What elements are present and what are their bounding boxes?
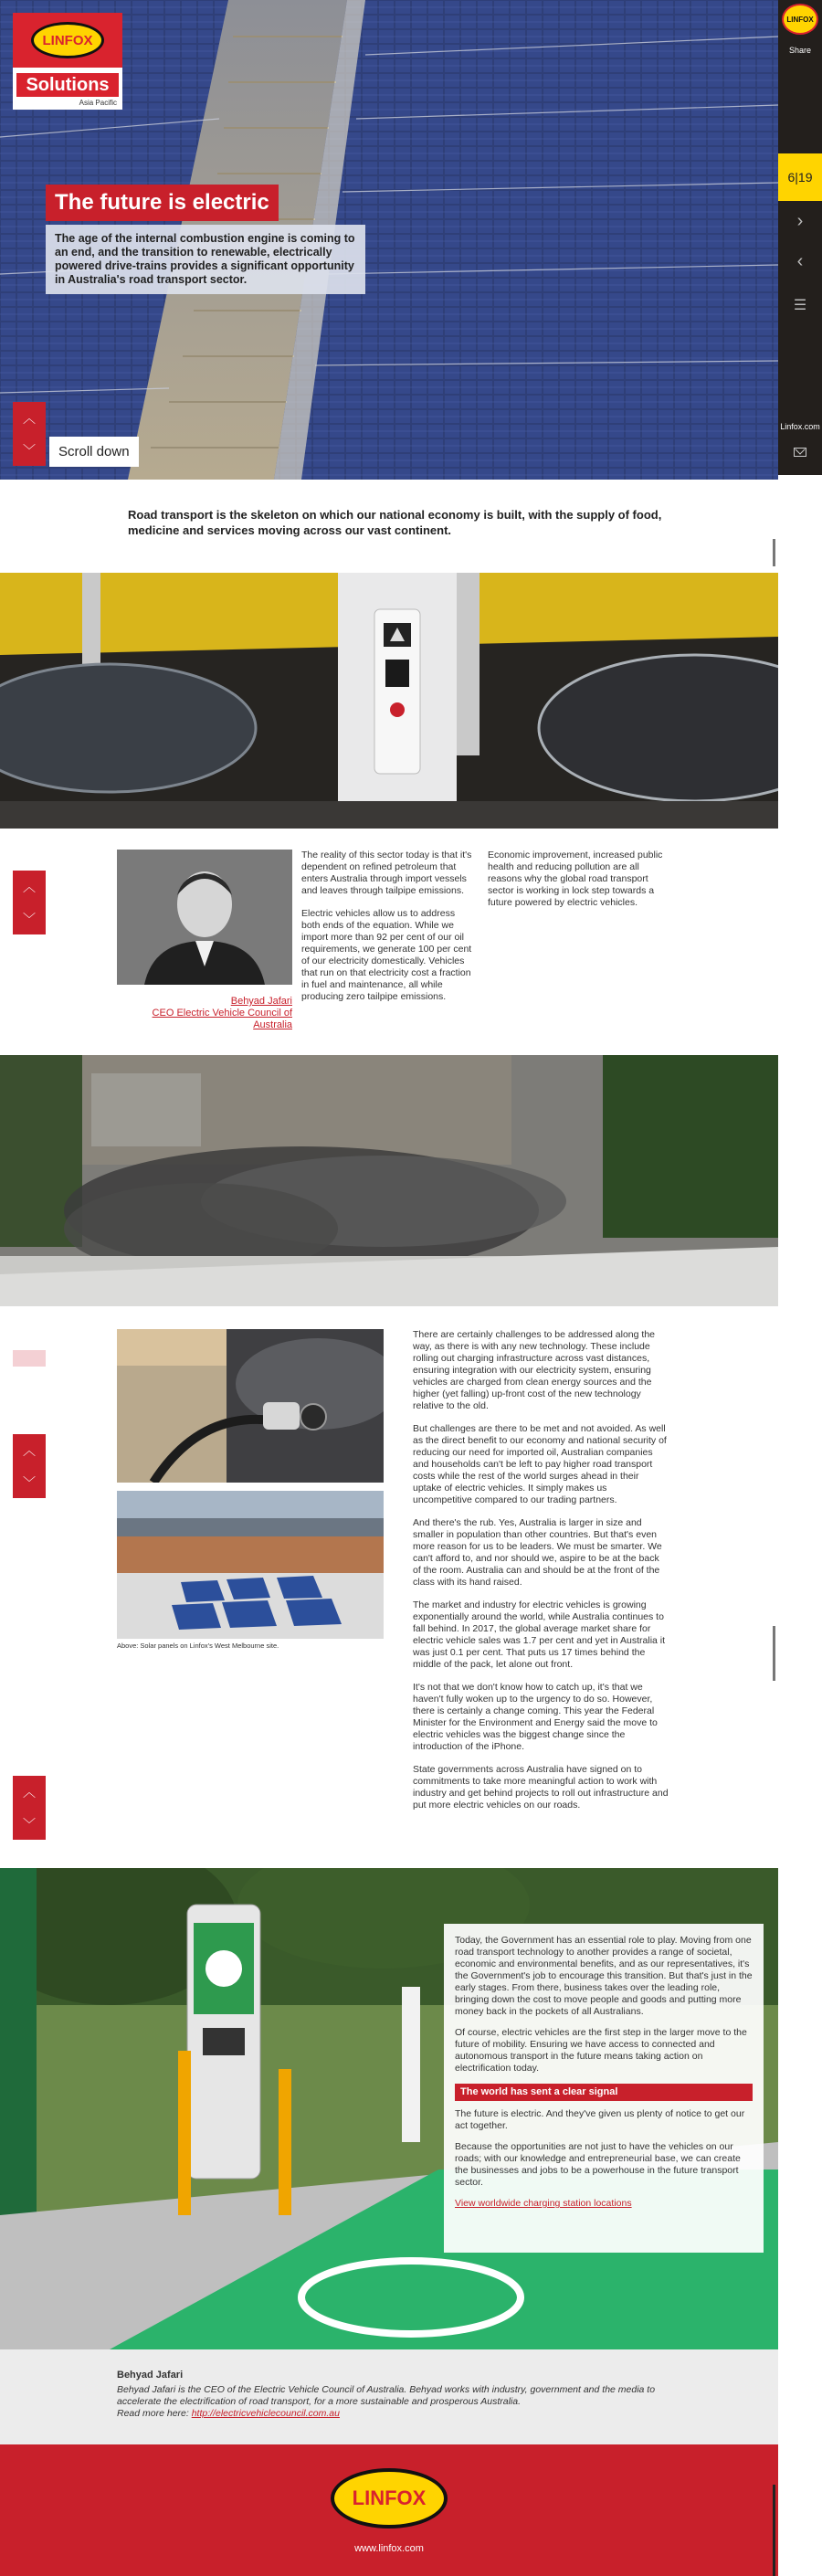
article-paragraph: The market and industry for electric vehicles is growing exponentially around the world, while Australia continues to fall behind. In 2017, the global average market share for electric vehicle sales was 1.7 per cent and yet in Australia it was just 0.1 per cent. That puts us 17 times behind the middle of the pack, let alone out front.	[413, 1599, 666, 1670]
chevron-up-icon[interactable]: ︿	[23, 410, 36, 426]
chevron-up-icon[interactable]: ︿	[23, 879, 36, 894]
article-overlay-panel	[444, 1924, 764, 2253]
right-rail	[778, 0, 822, 475]
bio-name: Behyad Jafari	[117, 2370, 184, 2381]
chevron-down-icon[interactable]: ﹀	[23, 442, 36, 458]
article-paragraph: But challenges are there to be met and not avoided. As well as the direct benefit to our economy and national security of reducing our need for imported oil, Australian companies and households can't be left to pay higher road transport costs while the rest of the world surges ahead in their uptake of electric vehicles. It simply makes us uncompetitive compared to our trading partners.	[413, 1423, 667, 1505]
page-counter: 6|19	[778, 153, 822, 201]
article-paragraph: Electric vehicles allow us to address both ends of the equation. While we import more than 92 per cent of our oil requirements, we generate 100 per cent of our electricity domestically. Vehicles that run on that electricity cost a fraction in fuel and maintenance, all while producing zero tailpipe emissions.	[301, 908, 472, 1002]
author-bio	[0, 2349, 778, 2444]
section-nav-arrows-3	[13, 1434, 46, 1498]
bio-url-link[interactable]: http://electricvehiclecouncil.com.au	[191, 2408, 340, 2419]
mail-icon[interactable]	[794, 448, 806, 457]
chevron-down-icon[interactable]: ﹀	[23, 911, 36, 926]
scrollbar-thumb[interactable]	[773, 539, 775, 566]
charging-locations-link[interactable]: View worldwide charging station locations	[455, 2198, 632, 2209]
article-paragraph: There are certainly challenges to be addressed along the way, as there is with any new technology. These include rolling out charging infrastructure across vast distances, ensuring integration with our electricity system, ensuring vehicles are charged from clean energy sources and the higher (yet falling) up-front cost of the new technology relative to the old.	[413, 1329, 656, 1411]
rail-linfox-logo[interactable]	[782, 4, 818, 35]
footer-linfox-logo[interactable]: LINFOX	[331, 2468, 448, 2528]
section-nav-arrows	[13, 402, 46, 466]
article-column-3	[413, 1329, 669, 1822]
article-paragraph: State governments across Australia have signed on to commitments to take more meaningful action to work with industry and get behind projects to roll out infrastructure and put more electric vehicles on our roads.	[413, 1764, 669, 1811]
menu-icon[interactable]: ☰	[793, 298, 807, 313]
scroll-down-button[interactable]: Scroll down	[49, 437, 139, 467]
article-paragraph: Of course, electric vehicles are the first step in the larger move to the future of mobility. Ensuring we have access to connected and autonomous transport in the future means taking action on electrification today.	[455, 2027, 747, 2074]
linfox-site-link[interactable]: Linfox.com	[780, 422, 820, 431]
article-paragraph: The future is electric. And they've given us plenty of notice to get our act together.	[455, 2108, 745, 2131]
section-heading: The world has sent a clear signal	[455, 2084, 753, 2101]
article-paragraph: Today, the Government has an essential role to play. Moving from one road transport technology to another provides a range of societal, economic and environmental benefits, and as our representatives, it's the Government's job to encourage this transition. But that's just in the early stages. From there, business takes over the leading role, bringing down the cost to move people and goods and putting more money back in the pockets of all Australians.	[455, 1935, 753, 2017]
share-button[interactable]: Share	[788, 46, 812, 55]
article-paragraph: It's not that we don't know how to catch up, it's that we haven't fully woken up to the urgency to do so. However, there is certainly a change coming. This year the Federal Minister for the Environment and Energy said the move to electric vehicles was the biggest change since the introduction of the iPhone.	[413, 1682, 658, 1752]
chevron-down-icon[interactable]: ﹀	[23, 1816, 36, 1832]
caption-role-link[interactable]: CEO Electric Vehicle Council of Australia	[152, 1008, 292, 1030]
next-page-chevron-right-icon[interactable]: ›	[796, 210, 804, 231]
article-column-2	[488, 850, 667, 920]
image-caption: Above: Solar panels on Linfox's West Melbourne site.	[117, 1642, 279, 1650]
read-more-label: Read more here:	[117, 2408, 189, 2419]
footer-url-link[interactable]: www.linfox.com	[354, 2543, 424, 2554]
section-nav-arrows-4	[13, 1776, 46, 1840]
linfox-solutions-logo[interactable]	[13, 13, 122, 110]
portrait-caption	[117, 996, 292, 1031]
article-paragraph: Because the opportunities are not just to have the vehicles on our roads; with our knowledge and entrepreneurial base, we can create the businesses and jobs to be a powerhouse in the future transport sector.	[455, 2141, 741, 2188]
scrollbar-thumb[interactable]	[773, 2485, 775, 2576]
section-marker	[13, 1350, 46, 1367]
caption-name-link[interactable]: Behyad Jafari	[230, 996, 292, 1007]
hero-lede: The age of the internal combustion engine is coming to an end, and the transition to renewable, electrically powered drive-trains provides a significant opportunity in Australia's road transport sector.	[46, 225, 365, 294]
rail-logo-text: LINFOX	[786, 15, 814, 24]
chevron-down-icon[interactable]: ﹀	[23, 1474, 36, 1490]
solutions-label: Solutions	[16, 73, 119, 97]
behyad-jafari-portrait	[117, 850, 292, 985]
charging-station-photo	[0, 573, 778, 829]
linfox-logo-mark: LINFOX	[31, 22, 104, 58]
page-title: The future is electric	[46, 185, 279, 221]
article-paragraph: Economic improvement, increased public health and reducing pollution are all reasons why the global road transport sector is working in lock step towards a future powered by electric vehicles.	[488, 850, 663, 908]
region-label: Asia Pacific	[79, 99, 117, 107]
article-paragraph: The reality of this sector today is that it's dependent on refined petroleum that enters Australia through import vessels and leaves through tailpipe emissions.	[301, 850, 472, 896]
hero-section	[0, 0, 778, 480]
prev-page-chevron-left-icon[interactable]: ‹	[796, 250, 804, 271]
article-paragraph: And there's the rub. Yes, Australia is larger in size and smaller in population than other countries. But that's even more reason for us to be leaders. We must be smarter. We can't afford to, and nor should we, aspire to be at the back of the room. Australia can and should be at the front of the class with its hand raised.	[413, 1517, 662, 1588]
bio-content	[117, 2370, 683, 2420]
truck-exhaust-photo	[0, 1055, 778, 1306]
bio-text: Behyad Jafari is the CEO of the Electric Vehicle Council of Australia. Behyad works with industry, government and the media to accelerate the electrification of road transport, for a more sustainable and prosperous Australia.	[117, 2384, 656, 2407]
solar-panels-rooftop-photo	[117, 1491, 384, 1639]
section-nav-arrows-2	[13, 871, 46, 934]
brand-top	[13, 13, 122, 68]
ev-charging-plug-photo	[117, 1329, 384, 1483]
footer	[0, 2444, 778, 2576]
chevron-up-icon[interactable]: ︿	[23, 1442, 36, 1458]
scrollbar-thumb[interactable]	[773, 1626, 775, 1681]
chevron-up-icon[interactable]: ︿	[23, 1784, 36, 1800]
intro-paragraph: Road transport is the skeleton on which our national economy is built, with the supply of food, medicine and services moving across our vast continent.	[128, 508, 662, 537]
article-column-1	[301, 850, 475, 1014]
